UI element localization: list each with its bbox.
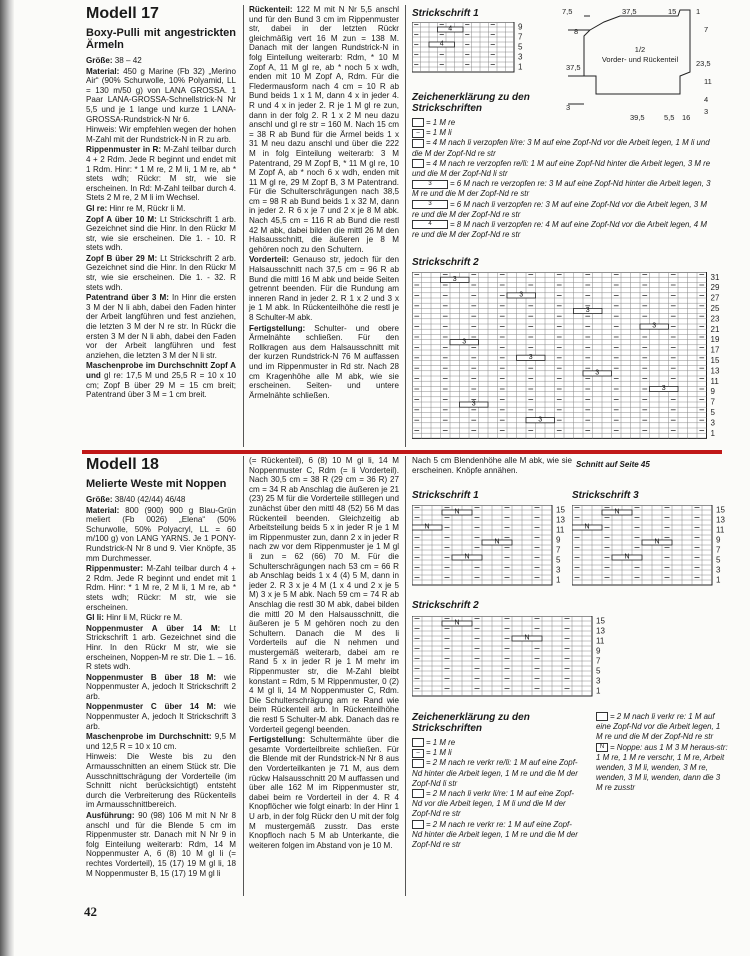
legend-item — [412, 738, 580, 748]
legend-item — [412, 748, 580, 758]
cable-cell-label: N — [524, 634, 530, 642]
legend-text: = 2 M nach re verkr re: 1 M auf eine Zopf-Nd hinter die Arbeit legen, 1 M re und die M der Zopf-Nd re str — [412, 819, 578, 850]
m18-legend-left — [412, 738, 580, 850]
cable-cell-label: 3 — [462, 338, 467, 346]
paragraph — [86, 702, 236, 731]
legend-symbol-icon: 3 — [412, 180, 448, 189]
row-number: 1 — [556, 575, 561, 585]
paragraph-label: Material: — [86, 505, 120, 515]
paragraph — [86, 613, 236, 623]
paragraph — [86, 752, 236, 810]
row-number: 1 — [710, 428, 715, 438]
row-number: 15 — [596, 616, 605, 626]
row-number: 11 — [556, 525, 565, 535]
m18-strickschrift3-chart — [572, 505, 742, 589]
paragraph-text: Schulter- und obere Ärmelnähte schließen. Für den Rollkragen aus dem Halsausschnitt mit der kurzen Rundstrick-N 76 M auffassen und im Rippenmuster in Rd str. Nach 28 cm Kragenhöhe alle M abk, wie sie erscheinen. Seiten- und untere Ärmelnähte schließen. — [249, 323, 399, 400]
m18-strickschrift3-title: Strickschrift 3 — [572, 490, 639, 501]
paragraph-label: Zopf B über 29 M: — [86, 253, 158, 263]
paragraph-text: wie Noppenmuster A, jedoch lt Strickschrift 3 arb. — [86, 702, 236, 731]
row-number: 27 — [710, 293, 720, 303]
paragraph — [86, 564, 236, 612]
paragraph-text: Lt Strickschrift 1 arb. Gezeichnet sind die Hinr. In den Rückr M str, wie sie erscheinen, Noppen-M re str. Die 1. – 16. R stets wdh. — [86, 623, 236, 672]
legend-item — [412, 179, 712, 199]
paragraph-text: Schultermähte über die gesamte Vorderteilbreite schließen. Für die Blende mit der Rundstrick-N Nr 8 aus den Vorderteilkanten je 71 M, aus dem rückw Halsausschnitt 20 M auffassen und über alle 162 M im Rippenmuster str, dabei beim re Vorderteil in der 4. R 4 Knopflöcher wie folgt einarb: In der Hinr 1 U arb, in der folg Rückr den U mit der folg M mustergemäß zusstr. Das erste Knopfloch nach 5 M ab Unterkante, die weiteren folgen im Abstand von je 10 M. — [249, 735, 399, 850]
m17-legend-title: Zeichenerklärung zu den Strickschriften — [412, 92, 530, 114]
legend-item — [596, 712, 728, 743]
row-number: 11 — [716, 525, 725, 535]
schem-top-2: 15 — [668, 7, 677, 16]
paragraph — [249, 324, 399, 401]
paragraph-label: Größe: — [86, 56, 113, 65]
page-spine — [0, 0, 14, 956]
paragraph-label: Maschenprobe im Durchschnitt: — [86, 732, 212, 742]
modell18-col2-text — [249, 456, 399, 850]
paragraph — [249, 735, 399, 850]
row-number: 15 — [556, 505, 565, 515]
paragraph-label: Patentrand über 3 M: — [86, 293, 169, 303]
schem-left-0: 8 — [574, 27, 579, 36]
cable-cell-label: 3 — [471, 400, 476, 408]
legend-symbol-icon — [412, 139, 424, 148]
paragraph-label: Ausführung: — [86, 811, 135, 820]
paragraph — [86, 204, 236, 214]
legend-symbol-icon — [412, 820, 424, 829]
paragraph-label: Größe: — [86, 495, 113, 504]
row-number: 29 — [710, 283, 720, 293]
row-number: 13 — [596, 626, 605, 636]
row-number: 13 — [710, 366, 720, 376]
row-number: 7 — [518, 32, 523, 42]
legend-text: = 6 M nach re verzopfen re: 3 M auf eine Zopf-Nd hinter die Arbeit legen, 3 M re und die M der Zopf-Nd re str — [412, 179, 711, 199]
paragraph-text: Lt Strickschrift 1 arb. Gezeichnet sind die Hinr. In den Rückr M str, wie sie erscheinen. Die 1. - 10. R stets wdh. — [86, 214, 237, 253]
modell17-col2-text — [249, 5, 399, 400]
legend-text: = 2 M nach li verkr li/re: 1 M auf eine Zopf-Nd vor die Arbeit legen, 1 M li und die M der Zopf-Nd re str — [412, 789, 575, 819]
schem-top-1: 37,5 — [622, 7, 637, 16]
cable-cell-label: N — [614, 508, 620, 516]
paragraph-text: wie Noppenmuster A, jedoch lt Strickschrift 2 arb. — [86, 672, 236, 701]
paragraph-text: 450 g Marine (Fb 32) „Merino Air“ (90% Schurwolle, 10% Polyamid, LL = 130 m/50 g) von LANA GROSSA. 1 Paar LANA-GROSSA-Schnellstrick-N Nr 5,5 und je 1 lange und kurze 1 LANA-GROSSA-Rundstrick-N Nr 6. — [86, 66, 236, 124]
paragraph-label: Rückenteil: — [249, 5, 293, 14]
row-number: 21 — [710, 324, 720, 334]
row-number: 5 — [716, 555, 721, 565]
cable-cell-label: 3 — [519, 291, 524, 299]
legend-text: = 1 M li — [426, 128, 452, 138]
legend-symbol-icon: – — [412, 749, 424, 758]
modell17-col1 — [86, 5, 236, 401]
row-number: 11 — [710, 376, 719, 386]
paragraph-text: Hinr re M, Rückr li M. — [107, 203, 186, 213]
modell18-col1-text — [86, 495, 236, 878]
paragraph-label: Fertigstellung: — [249, 735, 306, 745]
paragraph — [86, 293, 236, 360]
paragraph — [86, 254, 236, 292]
paragraph-text: (= Rückenteil), 6 (8) 10 M gl li, 14 M Noppenmuster C, Rdm (= li Vorderteil). Nach 30,5 cm = 38 R (29 cm = 36 R) 27 cm = 34 R ab Anschlag die äußeren je 21 (23) 25 M für die Vorderteile stilllegen und zunächst über den mittl 48 (52) 56 M das Rückenteil beenden. Gleichzeitig ab Arbeitsteilung beids 5 x in jeder R je 1 M im Rippenmuster zun, dann 2 x in jeder R nach zw vor dem Rippenmuster je 1 M gl li zun = 62 (66) 70 M. Für die Schulterschrägungen nach 53 cm = 66 R ab Anschlag beids 1 x 4 (4) 5 M, dann in jeder 2. R 3 x je 4 M (1 x 4 und 2 x je 5 M) 3 x je 5 M abk. Nach 59 cm = 74 R ab Anschlag die restl 30 M abk, dabei bilden die mittl 20 M den Halsausschnitt, die äußeren je 5 M gehören noch zu den Schultern. Danach die M des li Vorderteils auf die N nehmen und mustergemäß weiterarb, dabei am re Rand 5 x in jeder R je 1 M mehr im Rippenmuster str, die M-Zahl bleibt konstant = Rdm, 5 M Rippenmuster, 0 (2) 4 M gl li, 14 M Noppenmuster C, Rdm. Die Schulterschrägung am re Rand wie beim Rückenteil arb. In Rückenteilhöhe die restl 5 Schulter-M abk. Danach das re Vorderteil gegengl beenden. — [249, 456, 399, 734]
legend-item — [412, 758, 580, 789]
row-number: 1 — [716, 575, 721, 585]
schem-right-4: 3 — [704, 107, 709, 116]
row-number: 3 — [556, 565, 561, 575]
schem-center-2: Vorder- und Rückenteil — [601, 55, 679, 64]
legend-text: = 1 M li — [426, 748, 452, 758]
legend-text: = 1 M re — [426, 738, 456, 747]
legend-text: = 4 M nach li verzopfen li/re: 3 M auf eine Zopf-Nd vor die Arbeit legen, 1 M li und die M der Zopf-Nd re str — [412, 138, 710, 158]
paragraph-text: Lt Strickschrift 2 arb. Gezeichnet sind die Hinr. In den Rückr M str, wie sie erscheinen. Die 1. - 32. R stets wdh. — [86, 253, 236, 292]
m18-strickschrift1-chart — [412, 505, 582, 589]
row-number: 31 — [710, 272, 720, 282]
schem-top-3: 1 — [696, 7, 701, 16]
legend-symbol-icon: 3 — [412, 200, 448, 209]
cable-cell-label: N — [454, 619, 460, 627]
paragraph-text: Hinweis: Wir empfehlen wegen der hohen M-Zahl mit der Rundstrick-N in R zu arb. — [86, 125, 236, 144]
paragraph — [86, 732, 236, 751]
schem-right-3: 4 — [704, 95, 709, 104]
m18-strickschrift1-title: Strickschrift 1 — [412, 490, 479, 501]
column-divider — [243, 456, 244, 896]
m17-strickschrift2-chart — [412, 272, 732, 444]
schem-bottom-2: 16 — [682, 113, 691, 122]
row-number: 23 — [710, 314, 720, 324]
row-number: 13 — [716, 515, 725, 525]
paragraph-text: 38 – 42 — [112, 56, 142, 65]
row-number: 1 — [518, 62, 523, 72]
paragraph-label: Gl li: — [86, 613, 104, 623]
paragraph-label: Vorderteil: — [249, 255, 289, 265]
legend-text: = 6 M nach li verzopfen re: 3 M auf eine Zopf-Nd vor die Arbeit legen, 3 M re und die M der Zopf-Nd re str — [412, 199, 707, 219]
column-divider — [405, 5, 406, 447]
paragraph-label: Noppenmuster C über 14 M: — [86, 702, 217, 712]
row-number: 9 — [556, 535, 561, 545]
paragraph — [249, 456, 399, 734]
schem-center-1: 1/2 — [634, 45, 646, 54]
legend-item — [412, 789, 580, 820]
modell17-col2 — [249, 5, 399, 401]
modell18-subtitle: Melierte Weste mit Noppen — [86, 478, 227, 490]
row-number: 15 — [716, 505, 725, 515]
modell18-col3-text: Nach 5 cm Blendenhöhe alle M abk, wie sie erscheinen. Knöpfe annähen. — [412, 456, 572, 475]
legend-text: = 2 M nach li verkr re: 1 M auf eine Zopf-Nd vor die Arbeit legen, 1 M re und die M der Zopf-Nd re str — [596, 712, 721, 742]
schem-top-0: 7,5 — [562, 7, 573, 16]
paragraph — [249, 5, 399, 254]
cable-cell-label: N — [624, 553, 630, 561]
cable-cell-label: 3 — [652, 322, 657, 330]
legend-symbol-icon: N — [596, 743, 608, 752]
paragraph-text: gl re: 17,5 M und 25,5 R = 10 x 10 cm; Zopf B über 29 M = 15 cm breit; Patentrand über 3 M = 1 cm breit. — [86, 371, 236, 400]
legend-symbol-icon — [412, 759, 424, 768]
cable-cell-label: 3 — [661, 385, 666, 393]
legend-item — [412, 820, 580, 851]
cable-cell-label: 3 — [595, 369, 600, 377]
row-number: 19 — [710, 335, 720, 345]
modell18-col2 — [249, 456, 399, 851]
paragraph — [86, 506, 236, 564]
row-number: 7 — [556, 545, 561, 555]
cable-cell-label: N — [494, 538, 500, 546]
cable-cell-label: N — [464, 553, 470, 561]
paragraph-text: Hinweis: Die Weste bis zu den Armausschnitten an einem Stück str. Die Ausschnittschrägung der Vorderteile (im Schnitt nicht berücksichtigt) entsteht durch die Verbreiterung des Rückenteils im Armausschnittbereich. — [86, 752, 236, 810]
row-number: 3 — [596, 676, 601, 686]
cable-cell-label: 4 — [448, 25, 453, 33]
paragraph-text: 90 (98) 106 M mit N Nr 8 anschl und für die Blende 5 cm im Rippenmuster str. Danach mit N Nr 9 in folg Einteilung weiterarb: Rdm, 14 M Noppenmuster A, 6 (8) 10 M gl li (= rechtes Vorderteil), 15 (17) 19 M gl li, 18 M Noppenmuster B, 15 (17) 19 M gl li — [86, 811, 236, 878]
row-number: 13 — [556, 515, 565, 525]
paragraph — [86, 67, 236, 125]
modell18-title: Modell 18 — [86, 456, 159, 473]
column-divider — [243, 5, 244, 447]
paragraph — [86, 624, 236, 672]
paragraph-text: M-Zahl teilbar durch 4 + 2 Rdm. Jede R beginnt und endet mit 1 Rdm. Hinr: * 1 M re, 2 M li, 1 M re, ab * stets wdh; Rückr: M str, wie sie erscheinen. — [86, 564, 236, 612]
row-number: 3 — [710, 418, 715, 428]
cable-cell-label: N — [454, 508, 460, 516]
paragraph-label: Maschenprobe im Durchschnitt Zopf A und — [86, 361, 236, 380]
row-number: 7 — [596, 656, 601, 666]
page-number: 42 — [84, 904, 97, 919]
legend-symbol-icon — [412, 738, 424, 747]
row-number: 5 — [556, 555, 561, 565]
legend-item — [412, 159, 712, 179]
paragraph-label: Noppenmuster B über 18 M: — [86, 672, 217, 682]
legend-symbol-icon — [412, 159, 424, 168]
modell17-title: Modell 17 — [86, 5, 159, 22]
legend-symbol-icon — [596, 712, 608, 721]
legend-item — [412, 118, 712, 128]
legend-text: = 1 M re — [426, 118, 456, 127]
row-number: 11 — [596, 636, 605, 646]
section-divider — [82, 450, 722, 454]
row-number: 5 — [596, 666, 601, 676]
modell18-col1 — [86, 456, 236, 879]
paragraph-label: Gl re: — [86, 203, 108, 213]
schem-right-2: 11 — [704, 77, 712, 86]
modell17-subtitle: Boxy-Pulli mit angestrickten Ärmeln — [86, 27, 236, 51]
paragraph-label: Zopf A über 10 M: — [86, 214, 157, 224]
row-number: 3 — [716, 565, 721, 575]
schnitt-reference: Schnitt auf Seite 45 — [576, 460, 650, 469]
row-number: 9 — [596, 646, 601, 656]
m17-strickschrift2-title: Strickschrift 2 — [412, 257, 479, 268]
m17-legend — [412, 118, 712, 240]
row-number: 25 — [710, 304, 720, 313]
row-number: 15 — [710, 356, 720, 365]
schem-right-1: 23,5 — [696, 59, 711, 68]
paragraph — [86, 145, 236, 203]
legend-item — [412, 128, 712, 138]
schem-bottom-0: 39,5 — [630, 113, 645, 122]
paragraph-text: Hinr li M, Rückr re M. — [104, 613, 183, 623]
paragraph — [86, 125, 236, 144]
paragraph-label: Rippenmuster: — [86, 564, 144, 574]
row-number: 5 — [518, 42, 523, 52]
legend-item — [412, 200, 712, 220]
row-number: 5 — [710, 408, 715, 417]
paragraph-label: Rippenmuster in R: — [86, 145, 162, 155]
m17-strickschrift1-chart — [412, 22, 532, 78]
paragraph — [86, 56, 236, 66]
row-number: 1 — [596, 686, 601, 696]
m18-strickschrift2-chart — [412, 616, 622, 700]
paragraph — [86, 361, 236, 399]
paragraph — [249, 255, 399, 322]
legend-text: = 4 M nach re verzopfen re/li: 1 M auf eine Zopf-Nd hinter die Arbeit legen, 3 M re und die M der Zopf-Nd li str — [412, 158, 711, 179]
paragraph-label: Material: — [86, 66, 120, 76]
row-number: 7 — [716, 545, 721, 555]
legend-item — [412, 220, 712, 240]
paragraph-text: In Hinr die ersten 3 M der N li abh, dabei den Faden hinter der Arbeit langführen und fest anziehen, die letzten 3 M der N re str. In Rückr die ersten 3 M der N li abh, dabei den Faden vor der Arbeit langführen und fest anziehen, die letzten 3 M der N li str. — [86, 293, 236, 360]
m18-legend-right — [596, 712, 728, 794]
row-number: 3 — [518, 52, 523, 62]
legend-text: = Noppe: aus 1 M 3 M heraus-str: 1 M re, 1 M re verschr, 1 M re, Arbeit wenden, 3 M li, wenden, 3 M re, wenden, 3 M li, wenden, dann die 3 M re zusstr — [596, 742, 728, 793]
paragraph-text: M-Zahl teilbar durch 4 + 2 Rdm. Jede R beginnt und endet mit 1 Rdm. Hinr: * 1 M re, 2 M li, 1 M re, ab * stets wdh; Rückr: M str, wie sie erscheinen. In Rd: M-Zahl teilbar durch 4. Stets 2 M re, 2 M li im Wechsel. — [86, 145, 236, 203]
row-number: 9 — [710, 387, 715, 397]
cable-cell-label: 4 — [439, 40, 444, 48]
modell17-col1-text — [86, 56, 236, 400]
m17-schematic — [560, 4, 720, 124]
cable-cell-label: 3 — [585, 307, 590, 315]
cable-cell-label: N — [654, 538, 660, 546]
legend-symbol-icon: 4 — [412, 220, 448, 229]
paragraph — [86, 495, 236, 505]
row-number: 17 — [710, 345, 720, 355]
paragraph-text: 800 (900) 900 g Blau-Grün meliert (Fb 0026) „Elena“ (50% Schurwolle, 50% Polyacryl, LL = 60 m/100 g) von LANG YARNS. Je 1 PONY-Rundstrick-N Nr 8 und 9. Vier Knöpfe, 35 mm Durchmesser. — [86, 505, 236, 563]
schem-right-0: 7 — [704, 25, 709, 34]
row-number: 7 — [710, 397, 715, 407]
row-number: 9 — [716, 535, 721, 545]
legend-item — [596, 743, 728, 794]
column-divider — [405, 456, 406, 896]
paragraph-label: Fertigstellung: — [249, 323, 306, 333]
cable-cell-label: 3 — [452, 275, 457, 283]
legend-item — [412, 138, 712, 158]
m18-strickschrift2-title: Strickschrift 2 — [412, 600, 479, 611]
paragraph-text: 122 M mit N Nr 5,5 anschl und für den Bund 3 cm im Rippenmuster str, dabei in der letzten Rückr gleichmäßig vert 16 M zun = 138 M. Danach mit der langen Rundstrick-N in folg Einteilung weiterarb: Rdm, * 10 M Zopf A, 11 M gl re, ab * noch 5 x wdh, enden mit 10 M Zopf A, Rdm. Für die Fledermausform nach 4 cm = 10 R ab Bund beids 1 x 1 M, dann 4 x in jeder 4. R und 4 x in jeder 2. R je 1 M gl re zun, dann in der folg 2. R 1 x 2 M neu dazu anschl und gl re str = 160 M. Nach 15 cm = 38 R ab Bund für die Ärmel beids 1 x 31 M neu dazu anschl und über die 222 M in folg Einteilung weiterarb: 3 M Patentrand, 29 M Zopf B, * 11 M gl re, 10 M Zopf A, ab * noch 6 x wdh, enden mit 11 M gl re, 29 M Zopf B, 3 M Patentrand. Für die Schulterschrägungen nach 38,5 cm = 98 R ab Bund beids 1 x 32 M, dann in jeder 2. R 6 x je 7 und 2 x je 8 M abk. Nach 45,5 cm = 116 R ab Bund die restl 42 M abk, dabei bilden die mittl 26 M den Halsausschnitt, die äußeren je 8 M gehören noch zu den Schultern. — [249, 5, 399, 254]
paragraph-label: Noppenmuster A über 14 M: — [86, 623, 221, 633]
schem-left-2: 3 — [566, 103, 571, 112]
legend-symbol-icon — [412, 118, 424, 127]
legend-text: = 8 M nach li verzopfen re: 4 M auf eine Zopf-Nd vor die Arbeit legen, 4 M re und die M der Zopf-Nd re str — [412, 220, 707, 240]
paragraph-text: Genauso str, jedoch für den Halsausschnitt nach 37,5 cm = 96 R ab Bund die mittl 16 M abk und beide Seiten getrennt beenden. Für die Rundung am inneren Rand in jeder 2. R 1 x 2 und 3 x je 1 M abk. In Rückenteilhöhe die restl je 8 Schulter-M abk. — [249, 255, 399, 322]
legend-text: = 2 M nach re verkr re/li: 1 M auf eine Zopf-Nd hinter die Arbeit legen, 1 M re und die M der Zopf-Nd li str — [412, 758, 578, 788]
paragraph — [86, 673, 236, 702]
legend-symbol-icon — [412, 789, 424, 798]
m17-strickschrift1-title: Strickschrift 1 — [412, 8, 479, 19]
cable-cell-label: 3 — [538, 416, 543, 424]
schem-bottom-1: 5,5 — [664, 113, 675, 122]
schem-left-1: 37,5 — [566, 63, 581, 72]
paragraph-text: 38/40 (42/44) 46/48 — [112, 495, 186, 504]
cable-cell-label: 3 — [528, 353, 533, 361]
paragraph-text: 9,5 M und 12,5 R = 10 x 10 cm. — [86, 732, 236, 751]
m18-legend-title: Zeichenerklärung zu den Strickschriften — [412, 712, 530, 734]
legend-symbol-icon: – — [412, 129, 424, 138]
cable-cell-label: N — [584, 523, 590, 531]
paragraph — [86, 811, 236, 878]
paragraph — [86, 215, 236, 253]
cable-cell-label: N — [424, 523, 430, 531]
row-number: 9 — [518, 22, 523, 32]
